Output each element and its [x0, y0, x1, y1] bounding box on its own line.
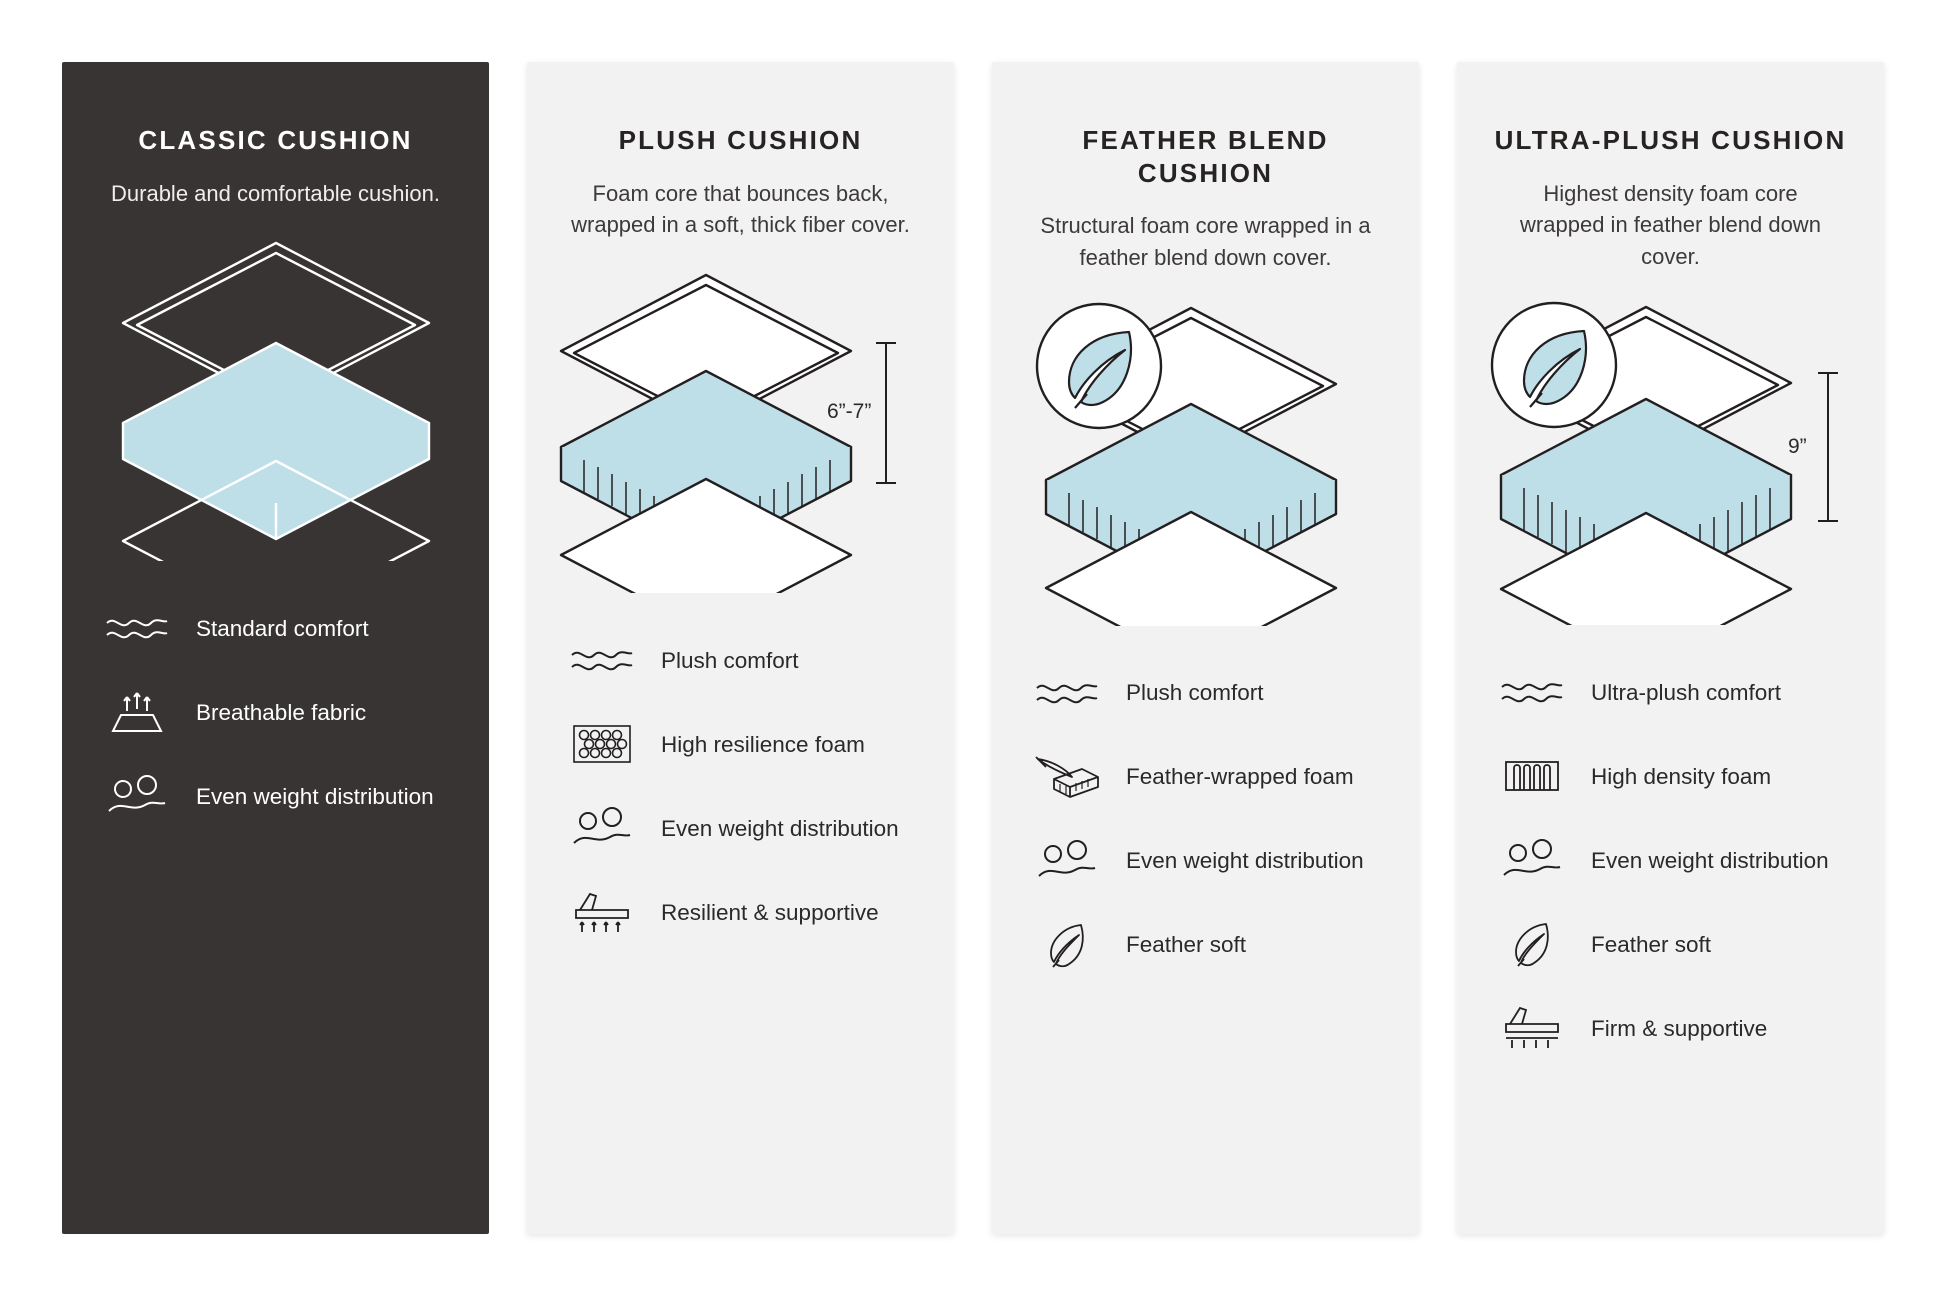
card-title: FEATHER BLEND CUSHION — [1082, 125, 1329, 188]
feature-label: Feather soft — [1591, 931, 1712, 957]
wave-icon — [565, 631, 639, 689]
weight-distribution-icon — [1030, 832, 1104, 890]
wave-icon — [100, 599, 174, 657]
exploded-cushion-diagram — [1486, 295, 1856, 625]
feature-label: Feather-wrapped foam — [1126, 764, 1354, 790]
feature-item — [1495, 663, 1846, 721]
dimension-label: 9” — [1788, 435, 1807, 459]
feature-list — [992, 656, 1419, 974]
feature-item — [1030, 916, 1381, 974]
feature-item — [565, 631, 916, 689]
honeycomb-foam-icon — [565, 715, 639, 773]
feature-item — [100, 683, 451, 741]
card-title: ULTRA-PLUSH CUSHION — [1494, 125, 1847, 155]
feather-wrapped-foam-icon — [1030, 748, 1104, 806]
feature-label: Even weight distribution — [1591, 847, 1829, 873]
feature-item — [565, 883, 916, 941]
card-description: Durable and comfortable cushion. — [111, 180, 440, 206]
leaf-badge — [1037, 304, 1161, 428]
cushion-illustration-plush — [527, 263, 954, 623]
card-feather-blend-cushion[interactable] — [992, 62, 1419, 1234]
exploded-cushion-diagram — [1021, 296, 1391, 626]
feature-item — [100, 767, 451, 825]
weight-distribution-icon — [100, 767, 174, 825]
feature-item — [1030, 748, 1381, 806]
density-foam-icon — [1495, 747, 1569, 805]
leaf-badge — [1492, 303, 1616, 427]
feature-item — [100, 599, 451, 657]
feature-label: Even weight distribution — [1126, 848, 1364, 874]
card-title: CLASSIC CUSHION — [138, 125, 413, 155]
card-description: Foam core that bounces back, wrapped in a soft, thick fiber cover. — [571, 180, 910, 238]
wave-icon — [1495, 663, 1569, 721]
feature-label: Feather soft — [1126, 932, 1247, 958]
card-classic-cushion[interactable] — [62, 62, 489, 1234]
card-ultra-plush-cushion[interactable] — [1457, 62, 1884, 1234]
feature-label: High resilience foam — [661, 731, 865, 757]
feature-item — [1030, 832, 1381, 890]
feature-label: Plush comfort — [1126, 680, 1264, 706]
feature-label: Resilient & supportive — [661, 899, 879, 925]
support-chair-icon — [565, 883, 639, 941]
dimension-label: 6”-7” — [827, 400, 872, 424]
exploded-cushion-diagram — [556, 263, 926, 593]
feature-item — [1495, 999, 1846, 1057]
weight-distribution-icon — [565, 799, 639, 857]
feature-list — [527, 623, 954, 941]
feature-item — [1030, 664, 1381, 722]
feature-label: High density foam — [1591, 763, 1772, 789]
feature-label: Plush comfort — [661, 647, 799, 673]
feature-label: Even weight distribution — [661, 815, 899, 841]
feature-label: Standard comfort — [196, 615, 369, 641]
cushion-illustration-ultra-plush — [1457, 295, 1884, 655]
support-chair-icon — [1495, 999, 1569, 1057]
feature-label: Ultra-plush comfort — [1591, 679, 1782, 705]
feature-label: Firm & supportive — [1591, 1015, 1768, 1041]
card-description: Highest density foam core wrapped in feather blend down cover. — [1520, 180, 1821, 270]
cushion-illustration-feather-blend — [992, 296, 1419, 656]
feature-label: Breathable fabric — [196, 699, 367, 725]
cushion-illustration-classic — [62, 231, 489, 591]
feature-item — [565, 715, 916, 773]
feature-item — [1495, 831, 1846, 889]
feature-list — [1457, 655, 1884, 1057]
card-plush-cushion[interactable] — [527, 62, 954, 1234]
feature-item — [1495, 747, 1846, 805]
feather-icon — [1495, 915, 1569, 973]
card-title: PLUSH CUSHION — [618, 125, 863, 155]
feature-item — [565, 799, 916, 857]
card-description: Structural foam core wrapped in a feather blend down cover. — [1040, 213, 1371, 270]
exploded-cushion-diagram — [111, 231, 441, 561]
weight-distribution-icon — [1495, 831, 1569, 889]
feature-list — [62, 591, 489, 825]
feather-icon — [1030, 916, 1104, 974]
feature-label: Even weight distribution — [196, 783, 434, 809]
wave-icon — [1030, 664, 1104, 722]
feature-item — [1495, 915, 1846, 973]
breathable-fabric-icon — [100, 683, 174, 741]
